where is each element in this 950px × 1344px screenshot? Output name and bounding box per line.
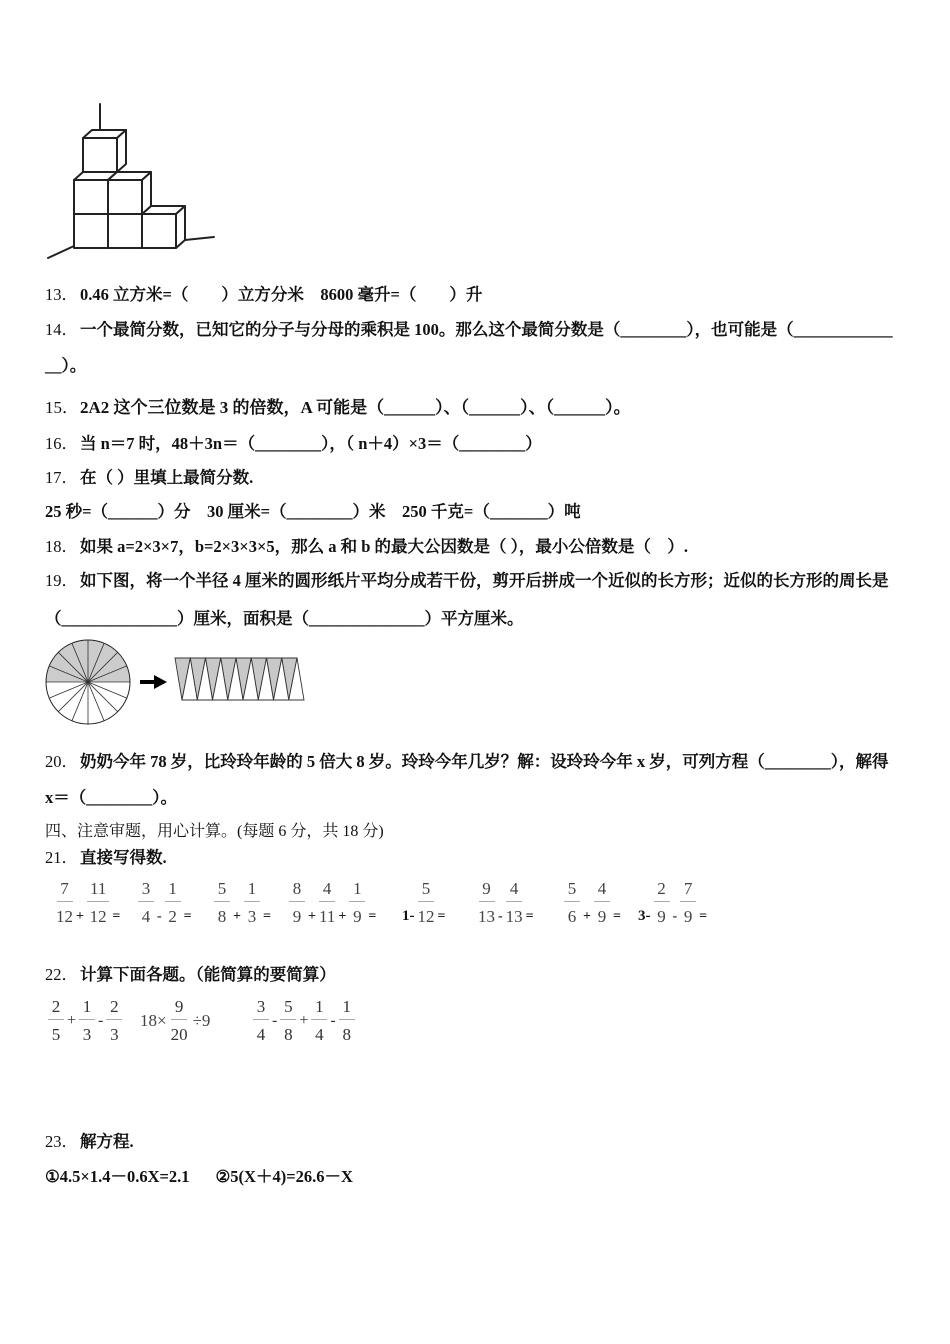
question-22 bbox=[45, 965, 336, 985]
fraction bbox=[48, 998, 64, 1043]
numerator: 9 bbox=[171, 998, 187, 1020]
numerator: 5 bbox=[280, 998, 296, 1020]
question-text: 如下图，将一个半径 4 厘米的圆形纸片平均分成若干份，剪开后拼成一个近似的长方形；近似的长方形的周长是 bbox=[80, 571, 889, 590]
question-17-items bbox=[45, 502, 581, 522]
numerator: 5 bbox=[564, 880, 580, 902]
numerator: 5 bbox=[418, 880, 434, 902]
fraction bbox=[680, 880, 696, 925]
question-23 bbox=[45, 1132, 134, 1152]
cube bbox=[83, 130, 126, 172]
equals-sign: = bbox=[262, 909, 271, 924]
fraction bbox=[319, 880, 335, 925]
question-19-continued bbox=[45, 609, 524, 629]
question-number: 15． bbox=[45, 398, 79, 417]
section-heading: 四、注意审题，用心计算。(每题 6 分，共 18 分) bbox=[45, 823, 384, 840]
question-18 bbox=[45, 537, 688, 557]
question-text: 计算下面各题。（能简算的要简算） bbox=[80, 965, 336, 984]
numerator: 3 bbox=[138, 880, 154, 902]
question-text: 0.46 立方米=（ ）立方分米 8600 毫升=（ ）升 bbox=[80, 285, 483, 304]
question-14 bbox=[45, 320, 893, 340]
question-text: （______________）厘米，面积是（______________）平方厘米。 bbox=[45, 609, 524, 628]
denominator: 9 bbox=[353, 907, 362, 926]
numerator: 3 bbox=[253, 998, 269, 1020]
cube-stack-figure bbox=[40, 100, 225, 265]
numerator: 1 bbox=[311, 998, 327, 1020]
question-20 bbox=[45, 752, 889, 772]
fraction bbox=[280, 998, 296, 1043]
question-16 bbox=[45, 434, 542, 454]
denominator: 20 bbox=[170, 1025, 188, 1044]
denominator: 9 bbox=[657, 907, 666, 926]
question-text: 25 秒=（______）分 30 厘米=（________）米 250 千克=（_______）吨 bbox=[45, 502, 581, 521]
arrow-icon bbox=[140, 675, 167, 689]
q21-expression-8 bbox=[638, 880, 709, 925]
denominator: 13 bbox=[478, 907, 495, 926]
question-15 bbox=[45, 398, 631, 418]
q21-expression-2 bbox=[137, 880, 194, 925]
fraction bbox=[87, 880, 109, 925]
fraction bbox=[253, 998, 269, 1043]
operator: + bbox=[233, 909, 241, 924]
leading-term: 3- bbox=[638, 908, 651, 924]
fraction bbox=[214, 880, 230, 925]
equation-2: ②5(X＋4)=26.6－X bbox=[215, 1167, 353, 1186]
denominator: 12 bbox=[417, 907, 435, 926]
operator: - bbox=[157, 909, 162, 924]
question-text: __）。 bbox=[45, 356, 87, 375]
denominator: 8 bbox=[342, 1025, 351, 1044]
question-13 bbox=[45, 285, 482, 305]
denominator: 2 bbox=[168, 907, 177, 926]
denominator: 13 bbox=[505, 907, 523, 926]
question-number: 18． bbox=[45, 537, 78, 556]
q21-expression-6 bbox=[477, 880, 536, 925]
leading-term: 1- bbox=[402, 908, 415, 924]
q21-expression-3 bbox=[213, 880, 273, 925]
denominator: 12 bbox=[89, 907, 107, 926]
q22-expression-2 bbox=[140, 998, 213, 1043]
question-number: 13． bbox=[45, 285, 78, 304]
question-number: 23． bbox=[45, 1132, 78, 1151]
denominator: 11 bbox=[318, 907, 336, 926]
denominator: 8 bbox=[284, 1025, 293, 1044]
numerator: 2 bbox=[48, 998, 64, 1020]
numerator: 8 bbox=[289, 880, 305, 902]
fraction bbox=[478, 880, 495, 925]
operator: + bbox=[76, 909, 84, 924]
q22-expression-1 bbox=[47, 998, 123, 1043]
question-text: 奶奶今年 78 岁，比玲玲年龄的 5 倍大 8 岁。玲玲今年几岁？解：设玲玲今年 x 岁，可列方程（________），解得 bbox=[80, 752, 889, 771]
leading-term: 18× bbox=[140, 1011, 167, 1030]
operator: + bbox=[338, 909, 347, 924]
numerator: 4 bbox=[594, 880, 610, 902]
left-axis-line bbox=[48, 246, 74, 258]
question-number: 17． bbox=[45, 468, 78, 487]
fraction bbox=[138, 880, 154, 925]
numerator: 7 bbox=[680, 880, 696, 902]
numerator: 1 bbox=[79, 998, 95, 1020]
question-17 bbox=[45, 468, 253, 488]
numerator: 1 bbox=[339, 998, 355, 1020]
cube bbox=[108, 172, 151, 214]
operator: - bbox=[330, 1011, 336, 1029]
operator: - bbox=[272, 1011, 278, 1029]
question-text: 当 n＝7 时，48＋3n＝（________），（ n＋4）×3＝（________） bbox=[80, 434, 542, 453]
q21-expression-1 bbox=[55, 880, 122, 925]
denominator: 3 bbox=[110, 1025, 119, 1044]
numerator: 2 bbox=[654, 880, 670, 902]
denominator: 3 bbox=[82, 1025, 92, 1044]
question-text: 解方程. bbox=[80, 1132, 134, 1151]
question-text: 一个最简分数，已知它的分子与分母的乘积是 100。那么这个最简分数是（________），也可能是（____________ bbox=[80, 320, 893, 339]
denominator: 5 bbox=[51, 1025, 61, 1044]
operator: + bbox=[67, 1011, 77, 1029]
fraction bbox=[594, 880, 610, 925]
operator: + bbox=[308, 909, 316, 924]
q22-expression-3 bbox=[252, 998, 356, 1043]
question-number: 16． bbox=[45, 434, 78, 453]
fraction bbox=[106, 998, 122, 1043]
fraction bbox=[311, 998, 327, 1043]
question-text: x＝（________）。 bbox=[45, 788, 177, 807]
denominator: 9 bbox=[597, 907, 607, 926]
right-axis-line bbox=[185, 237, 214, 240]
numerator: 7 bbox=[57, 880, 73, 902]
fraction bbox=[654, 880, 670, 925]
denominator: 12 bbox=[56, 907, 73, 926]
question-text: 直接写得数. bbox=[80, 848, 167, 867]
equals-sign: = bbox=[525, 909, 534, 924]
question-text: 如果 a=2×3×7，b=2×3×3×5，那么 a 和 b 的最大公因数是（ ），最小公倍数是（ ）. bbox=[80, 537, 689, 556]
denominator: 4 bbox=[256, 1025, 266, 1044]
denominator: 6 bbox=[567, 907, 577, 926]
question-21 bbox=[45, 848, 167, 868]
question-14-continued bbox=[45, 356, 86, 376]
numerator: 2 bbox=[106, 998, 122, 1020]
question-text: 在（ ）里填上最简分数. bbox=[80, 468, 254, 487]
equals-sign: = bbox=[183, 909, 192, 924]
fraction bbox=[171, 998, 188, 1043]
numerator: 1 bbox=[244, 880, 260, 902]
operator: + bbox=[299, 1011, 309, 1029]
numerator: 4 bbox=[506, 880, 522, 902]
operator: - bbox=[672, 909, 678, 924]
question-number: 20． bbox=[45, 752, 78, 771]
q21-expression-5 bbox=[402, 880, 447, 925]
denominator: 8 bbox=[217, 907, 227, 926]
question-number: 22． bbox=[45, 965, 78, 984]
question-number: 14． bbox=[45, 320, 78, 339]
question-number: 19． bbox=[45, 571, 78, 590]
approximate-rectangle bbox=[175, 658, 304, 700]
equals-sign: = bbox=[368, 909, 377, 924]
numerator: 9 bbox=[479, 880, 495, 902]
denominator: 4 bbox=[315, 1025, 324, 1044]
fraction bbox=[349, 880, 365, 925]
question-19 bbox=[45, 571, 889, 591]
denominator: 9 bbox=[292, 907, 302, 926]
denominator: 9 bbox=[683, 907, 693, 926]
equals-sign: = bbox=[437, 909, 446, 924]
equation-1: ①4.5×1.4－0.6X=2.1 bbox=[45, 1167, 190, 1186]
numerator: 5 bbox=[214, 880, 230, 902]
equals-sign: = bbox=[612, 909, 621, 924]
numerator: 11 bbox=[87, 880, 109, 902]
cube bbox=[142, 206, 185, 248]
equals-sign: = bbox=[112, 909, 121, 924]
question-number: 21． bbox=[45, 848, 78, 867]
operator: - bbox=[98, 1011, 104, 1029]
fraction bbox=[418, 880, 435, 925]
denominator: 4 bbox=[141, 907, 151, 926]
trailing-term: ÷9 bbox=[192, 1011, 211, 1030]
denominator: 3 bbox=[247, 907, 257, 926]
q21-expression-7 bbox=[563, 880, 623, 925]
equals-sign: = bbox=[699, 909, 708, 924]
operator: + bbox=[583, 909, 591, 924]
q21-expression-4 bbox=[288, 880, 378, 925]
question-20-continued bbox=[45, 788, 177, 808]
fraction bbox=[56, 880, 73, 925]
fraction bbox=[79, 998, 95, 1043]
fraction bbox=[506, 880, 523, 925]
fraction bbox=[289, 880, 305, 925]
operator: - bbox=[498, 909, 503, 924]
fraction bbox=[564, 880, 580, 925]
fraction bbox=[244, 880, 260, 925]
fraction bbox=[165, 880, 181, 925]
numerator: 1 bbox=[349, 880, 365, 902]
question-23-equations bbox=[45, 1167, 353, 1187]
divided-circle bbox=[46, 640, 130, 724]
fraction bbox=[339, 998, 355, 1043]
numerator: 4 bbox=[319, 880, 335, 902]
question-text: 2A2 这个三位数是 3 的倍数，A 可能是（______）、（______）、（______）。 bbox=[80, 398, 631, 417]
circle-rearrangement-figure bbox=[42, 638, 312, 730]
numerator: 1 bbox=[165, 880, 181, 902]
